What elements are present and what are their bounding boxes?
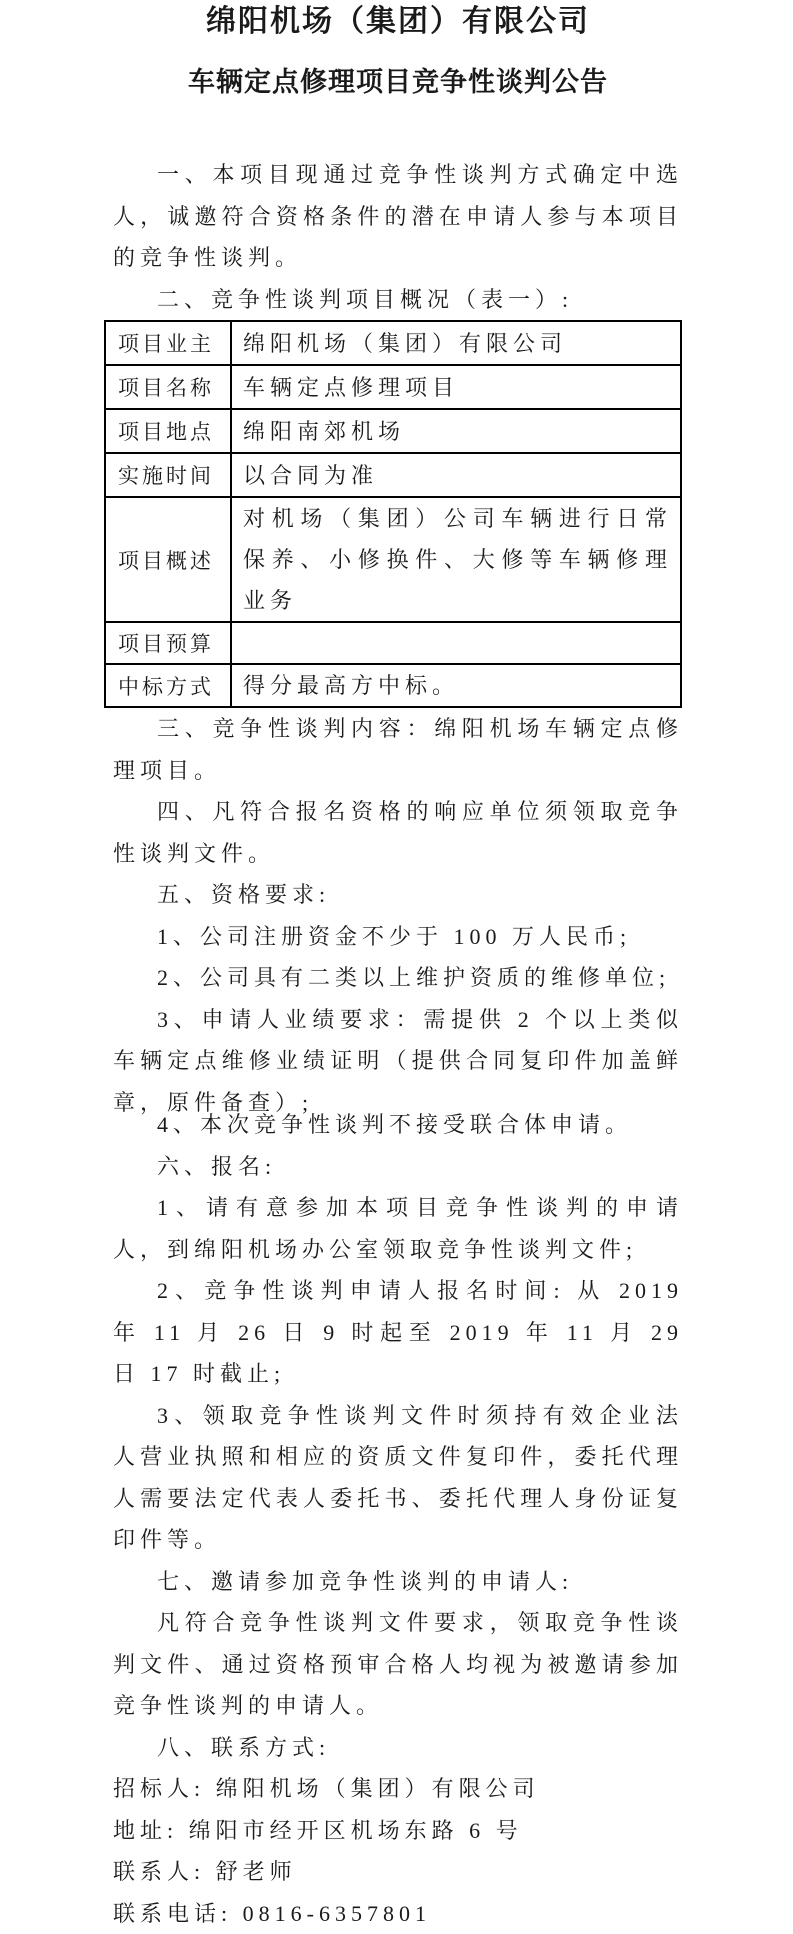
table-row-award-method [105, 664, 681, 707]
row-value: 对机场（集团）公司车辆进行日常保养、小修换件、大修等车辆修理业务 [231, 497, 681, 622]
signup-item-1: 1、请有意参加本项目竞争性谈判的申请人，到绵阳机场办公室领取竞争性谈判文件; [113, 1187, 683, 1270]
section-7-text: 凡符合竞争性谈判文件要求，领取竞争性谈判文件、通过资格预审合格人均视为被邀请参加竞争性谈判的申请人。 [113, 1602, 683, 1727]
qualification-item-4: 4、本次竞争性谈判不接受联合体申请。 [113, 1104, 683, 1146]
signup-item-2: 2、竞争性谈判申请人报名时间: 从 2019 年 11 月 26 日 9 时起至 2019 年 11 月 29 日 17 时截止; [113, 1270, 683, 1395]
project-overview-table [104, 320, 682, 708]
contact-bidder: 招标人: 绵阳机场（集团）有限公司 [113, 1768, 683, 1810]
section-6-heading: 六、报名: [113, 1146, 683, 1188]
table-row-schedule [105, 453, 681, 497]
row-value: 绵阳南郊机场 [231, 409, 681, 453]
table-row-name [105, 365, 681, 409]
row-label: 项目地点 [105, 409, 231, 453]
section-7-heading: 七、邀请参加竞争性谈判的申请人: [113, 1561, 683, 1603]
section-5-heading: 五、资格要求: [113, 874, 683, 916]
qualification-item-1: 1、公司注册资金不少于 100 万人民币; [113, 916, 683, 958]
section-8-heading: 八、联系方式: [113, 1727, 683, 1769]
table-row-owner [105, 321, 681, 365]
doc-body [113, 154, 683, 1934]
table-row-location [105, 409, 681, 453]
row-label: 实施时间 [105, 453, 231, 497]
doc-subtitle: 车辆定点修理项目竞争性谈判公告 [113, 62, 683, 102]
contact-person: 联系人: 舒老师 [113, 1851, 683, 1893]
row-label: 项目预算 [105, 622, 231, 664]
row-value [231, 622, 681, 664]
row-label: 项目概述 [105, 497, 231, 622]
table-row-budget [105, 622, 681, 664]
section-2-heading: 二、竞争性谈判项目概况（表一）: [113, 279, 683, 321]
contact-address: 地址: 绵阳市经开区机场东路 6 号 [113, 1810, 683, 1852]
row-value: 绵阳机场（集团）有限公司 [231, 321, 681, 365]
doc-title: 绵阳机场（集团）有限公司 [113, 0, 683, 42]
signup-item-3: 3、领取竞争性谈判文件时须持有效企业法人营业执照和相应的资质文件复印件，委托代理人需要法定代表人委托书、委托代理人身份证复印件等。 [113, 1395, 683, 1561]
row-value: 以合同为准 [231, 453, 681, 497]
row-label: 中标方式 [105, 664, 231, 707]
section-4-registration: 四、凡符合报名资格的响应单位须领取竞争性谈判文件。 [113, 791, 683, 874]
contact-phone: 联系电话: 0816-6357801 [113, 1893, 683, 1934]
section-1-intro: 一、本项目现通过竞争性谈判方式确定中选人，诚邀符合资格条件的潜在申请人参与本项目的竞争性谈判。 [113, 154, 683, 279]
table-row-description [105, 497, 681, 622]
row-label: 项目业主 [105, 321, 231, 365]
section-3-content: 三、竞争性谈判内容：绵阳机场车辆定点修理项目。 [113, 708, 683, 791]
row-value: 得分最高方中标。 [231, 664, 681, 707]
qualification-item-2: 2、公司具有二类以上维护资质的维修单位; [113, 957, 683, 999]
qualification-item-3: 3、申请人业绩要求：需提供 2 个以上类似车辆定点维修业绩证明（提供合同复印件加盖鲜章，原件备查）; [113, 999, 683, 1124]
row-value: 车辆定点修理项目 [231, 365, 681, 409]
row-label: 项目名称 [105, 365, 231, 409]
